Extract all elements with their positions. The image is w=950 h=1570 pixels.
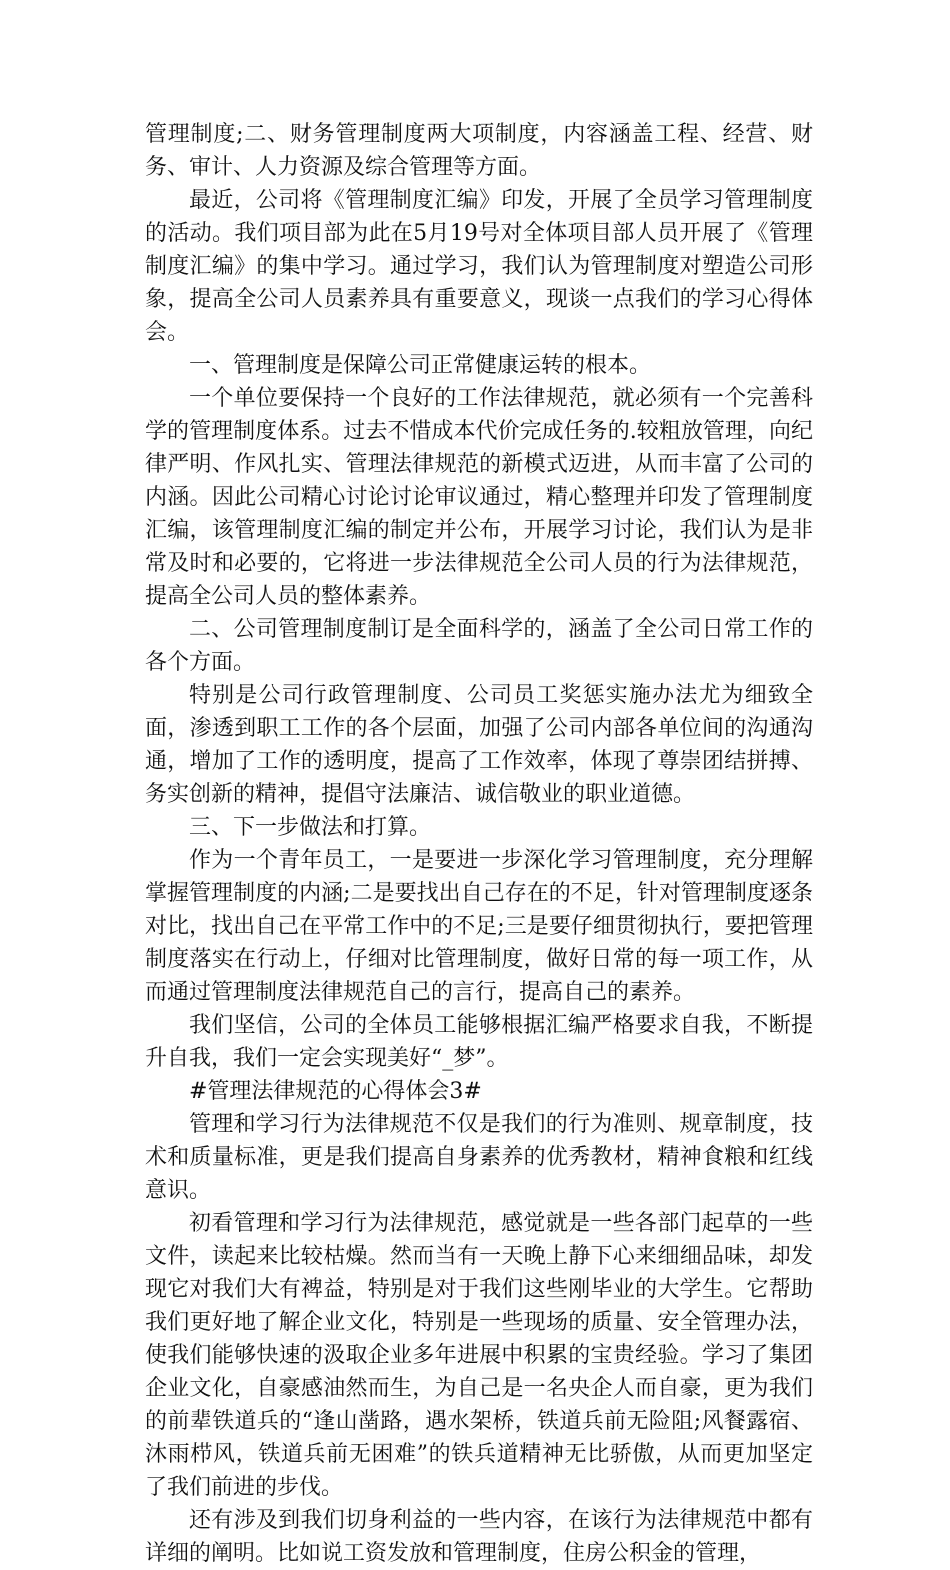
section-heading: 一、管理制度是保障公司正常健康运转的根本。 — [189, 353, 652, 378]
article-title: #管理法律规范的心得体会3# — [189, 1079, 482, 1104]
paragraph: 管理制度;二、财务管理制度两大项制度，内容涵盖工程、经营、财务、审计、人力资源及综合管理等方面。 — [145, 122, 813, 180]
paragraph: 初看管理和学习行为法律规范，感觉就是一些各部门起草的一些文件，读起来比较枯燥。然而当有一天晚上静下心来细细品味，却发现它对我们大有裨益，特别是对于我们这些刚毕业的大学生。它帮助我们更好地了解企业文化，特别是一些现场的质量、安全管理办法，使我们能够快速的汲取企业多年进展中积累的宝贵经验。学习了集团企业文化，自豪感油然而生，为自己是一名央企人而自豪，更为我们的前辈铁道兵的“逢山凿路，遇水架桥，铁道兵前无险阻;风餐露宿、沐雨栉风，铁道兵前无困难”的铁兵道精神无比骄傲，从而更加坚定了我们前进的步伐。 — [145, 1211, 813, 1500]
paragraph: 还有涉及到我们切身利益的一些内容，在该行为法律规范中都有详细的阐明。比如说工资发放和管理制度，住房公积金的管理， — [145, 1508, 813, 1566]
section-heading: 三、下一步做法和打算。 — [189, 815, 432, 840]
paragraph: 我们坚信，公司的全体员工能够根据汇编严格要求自我，不断提升自我，我们一定会实现美好“_梦”。 — [145, 1013, 813, 1071]
document-body — [145, 118, 813, 1570]
paragraph: 管理和学习行为法律规范不仅是我们的行为准则、规章制度，技术和质量标准，更是我们提高自身素养的优秀教材，精神食粮和红线意识。 — [145, 1112, 813, 1203]
paragraph: 一个单位要保持一个良好的工作法律规范，就必须有一个完善科学的管理制度体系。过去不惜成本代价完成任务的.较粗放管理，向纪律严明、作风扎实、管理法律规范的新模式迈进，从而丰富了公司的内涵。因此公司精心讨论讨论审议通过，精心整理并印发了管理制度汇编，该管理制度汇编的制定并公布，开展学习讨论，我们认为是非常及时和必要的，它将进一步法律规范全公司人员的行为法律规范，提高全公司人员的整体素养。 — [145, 386, 813, 609]
paragraph: 最近，公司将《管理制度汇编》印发，开展了全员学习管理制度的活动。我们项目部为此在5月19号对全体项目部人员开展了《管理制度汇编》的集中学习。通过学习，我们认为管理制度对塑造公司形象，提高全公司人员素养具有重要意义，现谈一点我们的学习心得体会。 — [145, 188, 813, 345]
section-heading: 二、公司管理制度制订是全面科学的，涵盖了全公司日常工作的各个方面。 — [145, 617, 813, 675]
paragraph: 特别是公司行政管理制度、公司员工奖惩实施办法尤为细致全面，渗透到职工工作的各个层面，加强了公司内部各单位间的沟通沟通，增加了工作的透明度，提高了工作效率，体现了尊崇团结拼搏、务实创新的精神，提倡守法廉洁、诚信敬业的职业道德。 — [145, 683, 813, 807]
paragraph: 作为一个青年员工，一是要进一步深化学习管理制度，充分理解掌握管理制度的内涵;二是要找出自己存在的不足，针对管理制度逐条对比，找出自己在平常工作中的不足;三是要仔细贯彻执行，要把管理制度落实在行动上，仔细对比管理制度，做好日常的每一项工作，从而通过管理制度法律规范自己的言行，提高自己的素养。 — [145, 848, 813, 1005]
